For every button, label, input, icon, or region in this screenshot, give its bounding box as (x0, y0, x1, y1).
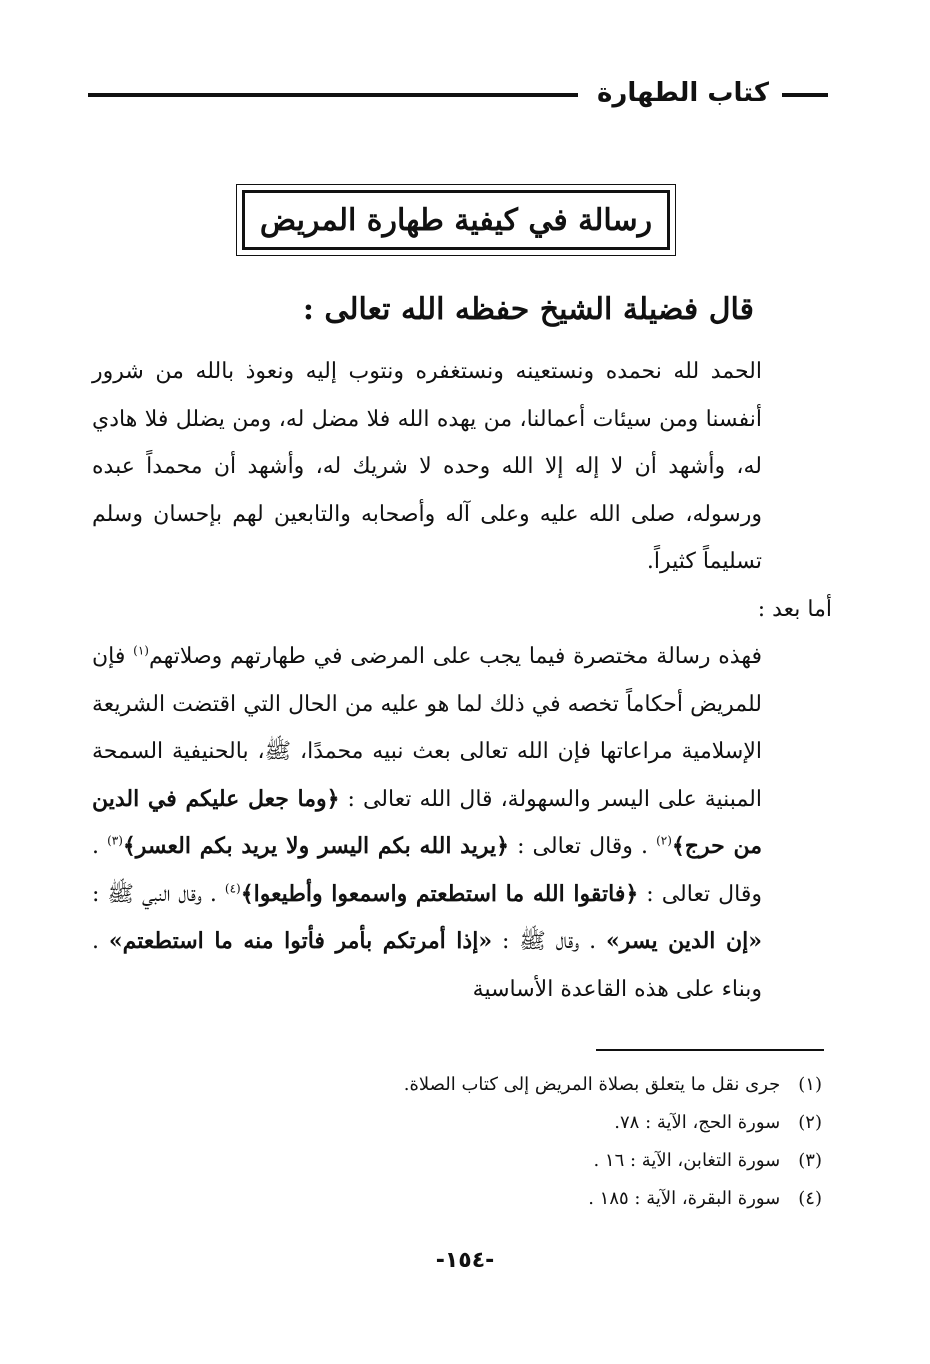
footnotes (404, 1066, 822, 1218)
footnote-separator (596, 1049, 824, 1051)
footnote-ref-3[interactable]: (٣) (107, 833, 123, 848)
footnote-text: سورة التغابن، الآية : ١٦ . (593, 1150, 781, 1171)
hadith-quote-2: «إذا أمرتكم بأمر فأتوا منه ما استطعتم» (108, 928, 493, 954)
amma-baad-line: أما بعد : (757, 596, 832, 622)
footnote-number: (١) (798, 1074, 822, 1095)
quran-quote-3: ﴿فاتقوا الله ما استطعتم واسمعوا وأطيعوا﴾ (240, 880, 639, 907)
footnote-text: سورة الحج، الآية : ٧٨. (614, 1112, 781, 1133)
main-text-3: . وقال تعالى : (517, 834, 648, 859)
main-text-5: . وقال النبي ﷺ : (92, 881, 217, 907)
running-header (88, 78, 828, 110)
intro-heading: قال فضيلة الشيخ حفظه الله تعالى : (302, 292, 754, 327)
footnote-number: (٢) (798, 1112, 822, 1133)
main-text-7: . وبناء على هذه القاعدة الأساسية (92, 929, 762, 1002)
quran-quote-1: ﴿وما جعل عليكم في الدين من حرج﴾ (92, 785, 763, 859)
header-rule-left (88, 93, 578, 97)
footnote-2 (404, 1104, 822, 1142)
footnote-number: (٤) (798, 1188, 822, 1209)
title-frame (236, 184, 676, 256)
footnote-4 (404, 1180, 822, 1218)
main-text-2: فإن للمريض أحكاماً تخصه في ذلك لما هو عليه من الحال التي اقتضت الشريعة الإسلامية مراعاتها فإن الله تعالى بعث نبيه محمدًا، ﷺ، بالحنيفية السمحة المبنية على اليسر والسهولة، قال الله تعالى : (92, 644, 762, 812)
main-text-1: فهذه رسالة مختصرة فيما يجب على المرضى في طهارتهم وصلاتهم (148, 644, 763, 669)
hadith-quote-1: «إن الدين يسر» (605, 928, 762, 954)
header-rule-right (782, 93, 828, 97)
footnote-number: (٣) (798, 1150, 822, 1171)
footnote-1 (404, 1066, 822, 1104)
main-text-6: . وقال ﷺ : (501, 929, 597, 954)
footnote-ref-1[interactable]: (١) (133, 643, 149, 658)
quran-quote-2: ﴿يريد الله بكم اليسر ولا يريد بكم العسر﴾ (122, 833, 509, 859)
footnote-text: جرى نقل ما يتعلق بصلاة المريض إلى كتاب الصلاة. (403, 1074, 781, 1095)
opening-paragraph: الحمد لله نحمده ونستعينه ونستغفره ونتوب إليه ونعوذ بالله من شرور أنفسنا ومن سيئات أعمالنا، من يهده الله فلا مضل له، ومن يضلل فلا هادي له، وأشهد أن لا إله إلا الله وحده لا شريك له، وأشهد أن محمداً عبده ورسوله، صلى الله عليه وعلى آله وأصحابه والتابعين لهم بإحسان وسلم تسليماً كثيراً. (92, 359, 762, 574)
body-text (92, 348, 832, 1013)
running-header-title: كتاب الطهارة (597, 78, 769, 108)
footnote-ref-2[interactable]: (٢) (656, 833, 672, 848)
page-number: -١٥٤- (435, 1248, 495, 1273)
main-paragraph (92, 633, 832, 1013)
main-text-4: . وقال تعالى : (92, 834, 763, 907)
treatise-title: رسالة في كيفية طهارة المريض (242, 190, 670, 250)
footnote-text: سورة البقرة، الآية : ١٨٥ . (588, 1188, 781, 1209)
footnote-3 (404, 1142, 822, 1180)
footnote-ref-4[interactable]: (٤) (224, 881, 241, 896)
